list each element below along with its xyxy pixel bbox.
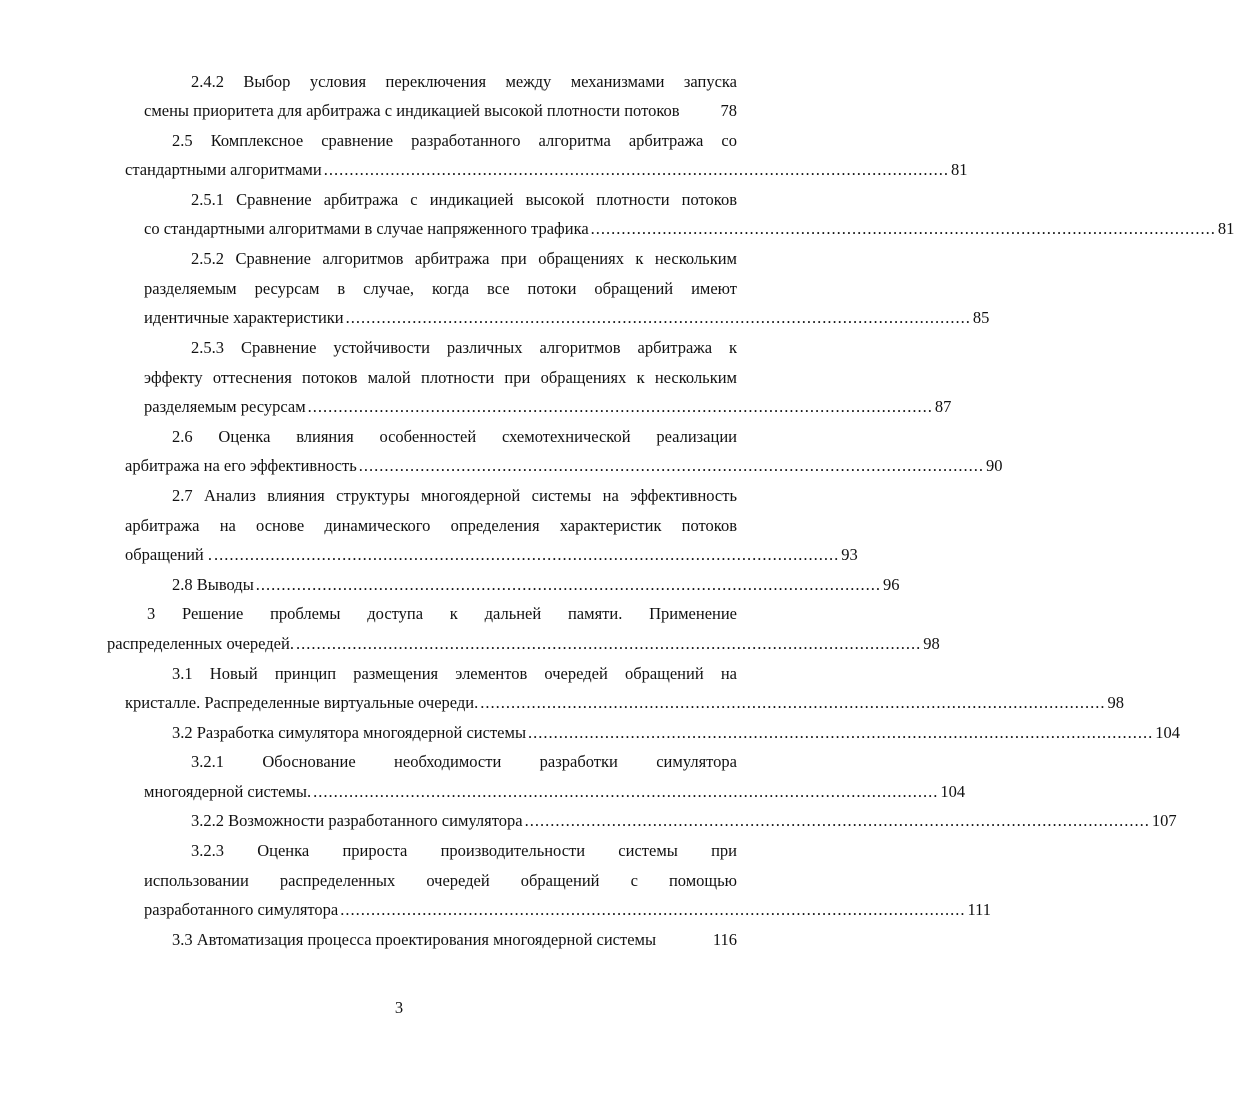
toc-line: [144, 218, 1234, 240]
toc-line: 2.5.3 Сравнение устойчивости различных алгоритмов арбитража к: [191, 338, 737, 357]
toc-line: [125, 455, 1003, 477]
toc-line: 2.5.2 Сравнение алгоритмов арбитража при обращениях к нескольким: [191, 249, 737, 268]
toc-page-number: 93: [841, 545, 858, 564]
toc-line: 2.5.1 Сравнение арбитража с индикацией высокой плотности потоков: [191, 190, 737, 209]
toc-leader: ..........................................................................................................................: [214, 545, 840, 564]
toc-text: арбитража на его эффективность: [125, 456, 357, 475]
toc-line: эффекту оттеснения потоков малой плотности при обращениях к нескольким: [144, 368, 737, 387]
toc-line: [172, 574, 900, 596]
toc-line: [144, 307, 990, 329]
toc-line: использовании распределенных очередей обращений с помощью: [144, 871, 737, 890]
page-number: 3: [394, 998, 404, 1017]
toc-line: [125, 159, 968, 181]
toc-text: обращений .: [125, 545, 212, 564]
toc-line: [144, 781, 966, 803]
toc-line: 3.2.3 Оценка прироста производительности системы при: [191, 841, 737, 860]
toc-leader: ..........................................................................................................................: [340, 900, 966, 919]
toc-leader: ..........................................................................................................................: [307, 397, 933, 416]
toc-page-number: 85: [972, 308, 990, 327]
toc-page-number: 107: [1151, 811, 1177, 830]
toc-text: разработанного симулятора: [144, 900, 339, 919]
toc-text: стандартными алгоритмами: [125, 160, 322, 179]
toc-leader: ..........................................................................................................................: [255, 575, 882, 594]
toc-leader: ..........................................................................................................................: [323, 160, 949, 179]
toc-text: идентичные характеристики: [144, 308, 344, 327]
toc-line: [191, 810, 1177, 832]
toc-line: 2.6 Оценка влияния особенностей схемотехнической реализации: [172, 427, 737, 446]
toc-text: 3.2.2 Возможности разработанного симулятора: [191, 811, 523, 830]
toc-line: [144, 100, 737, 122]
toc-leader: ..........................................................................................................................: [295, 634, 922, 653]
toc-page-number: 116: [712, 930, 737, 949]
toc-leader: ..........................................................................................................................: [313, 782, 939, 801]
toc-leader: ..........................................................................................................................: [345, 308, 971, 327]
toc-text: со стандартными алгоритмами в случае напряженного трафика: [144, 219, 589, 238]
toc-page-number: 98: [1107, 693, 1124, 712]
toc-line: 3 Решение проблемы доступа к дальней памяти. Применение: [147, 604, 737, 623]
toc-line: [172, 929, 737, 951]
toc-text: 3.2 Разработка симулятора многоядерной системы: [172, 723, 527, 742]
toc-leader: ..........................................................................................................................: [590, 219, 1216, 238]
toc-line: 3.1 Новый принцип размещения элементов очередей обращений на: [172, 664, 737, 683]
toc-line: разделяемым ресурсам в случае, когда все потоки обращений имеют: [144, 279, 737, 298]
toc-page-number: 87: [934, 397, 952, 416]
toc-text: смены приоритета для арбитража с индикацией высокой плотности потоков: [144, 101, 680, 120]
toc-text: 2.8 Выводы: [172, 575, 254, 594]
toc-text: кристалле. Распределенные виртуальные очереди.: [125, 693, 479, 712]
toc-line: 2.5 Комплексное сравнение разработанного алгоритма арбитража со: [172, 131, 737, 150]
toc-line: 3.2.1 Обоснование необходимости разработки симулятора: [191, 752, 737, 771]
toc-page-number: 111: [967, 900, 992, 919]
toc-leader: ..........................................................................................................................: [524, 811, 1150, 830]
toc-line: 2.7 Анализ влияния структуры многоядерной системы на эффективность: [172, 486, 737, 505]
toc-page-number: 96: [883, 575, 900, 594]
toc-text: распределенных очередей.: [107, 634, 294, 653]
toc-page-number: 78: [720, 101, 737, 120]
toc-line: [125, 544, 858, 566]
toc-line: [125, 692, 1124, 714]
toc-page-number: 104: [1155, 723, 1181, 742]
toc-page-number: 81: [950, 160, 968, 179]
toc-page-number: 98: [923, 634, 940, 653]
toc-line: [107, 633, 940, 655]
toc-text: разделяемым ресурсам: [144, 397, 306, 416]
toc-line: [144, 899, 992, 921]
toc-line: 2.4.2 Выбор условия переключения между механизмами запуска: [191, 72, 737, 91]
toc-line: [172, 722, 1181, 744]
toc-leader: ..........................................................................................................................: [528, 723, 1154, 742]
toc-line: [144, 396, 952, 418]
toc-leader: ..........................................................................................................................: [358, 456, 984, 475]
toc-leader: ..........................................................................................................................: [480, 693, 1106, 712]
toc-page-number: 90: [986, 456, 1003, 475]
toc-text: 3.3 Автоматизация процесса проектирования многоядерной системы: [172, 930, 657, 949]
toc-line: арбитража на основе динамического определения характеристик потоков: [125, 516, 737, 535]
toc-text: многоядерной системы.: [144, 782, 312, 801]
toc-page-number: 81: [1217, 219, 1234, 238]
toc-page-number: 104: [940, 782, 966, 801]
